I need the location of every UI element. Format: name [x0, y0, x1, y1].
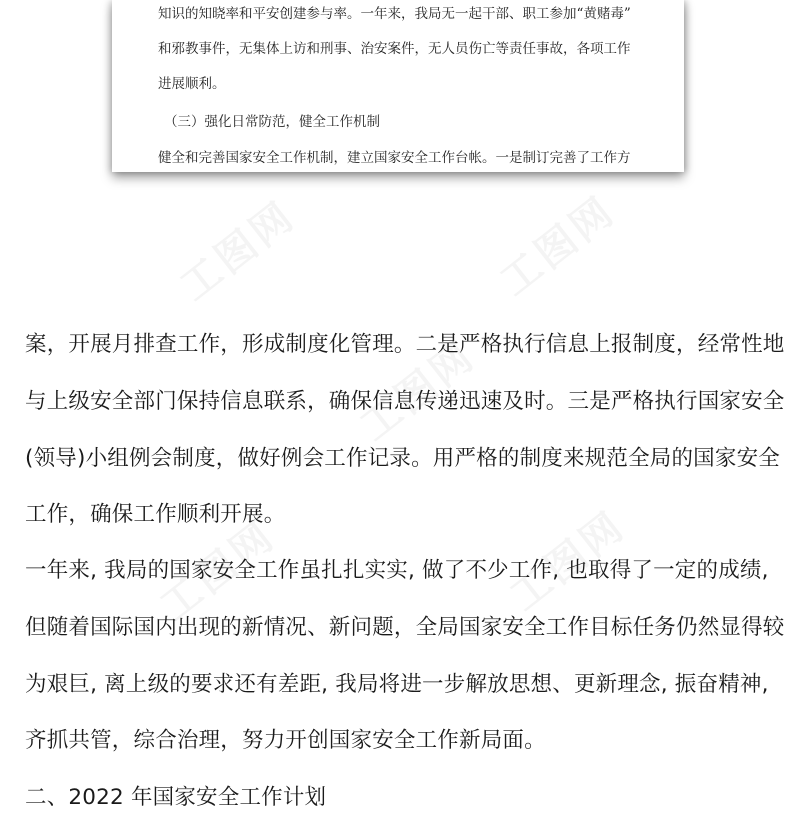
body-text-line: 但随着国际国内出现的新情况、新问题，全局国家安全工作目标任务仍然显得较: [25, 615, 785, 640]
body-text-line: 一年来, 我局的国家安全工作虽扎扎实实, 做了不少工作, 也取得了一定的成绩,: [25, 558, 769, 583]
body-text-line: 与上级安全部门保持信息联系，确保信息传递迅速及时。三是严格执行国家安全: [25, 389, 785, 414]
section-heading: 二、2022 年国家安全工作计划: [25, 785, 327, 810]
card-text-line: 健全和完善国家安全工作机制，建立国家安全工作台帐。一是制订完善了工作方: [158, 150, 631, 166]
card-text-line: 和邪教事件，无集体上访和刑事、治安案件，无人员伤亡等责任事故，各项工作: [158, 41, 631, 57]
watermark: 工图网: [351, 332, 485, 451]
card-text-line: 进展顺利。: [158, 76, 226, 92]
watermark: 工图网: [491, 187, 625, 306]
body-text-line: (领导)小组例会制度，做好例会工作记录。用严格的制度来规范全局的国家安全: [25, 446, 780, 471]
watermark: 工图网: [151, 512, 285, 631]
watermark: 工图网: [171, 192, 305, 311]
body-text-line: 工作，确保工作顺利开展。: [25, 502, 286, 527]
body-text-line: 为艰巨, 离上级的要求还有差距, 我局将进一步解放思想、更新理念, 振奋精神,: [25, 672, 769, 697]
card-text-line: 知识的知晓率和平安创建参与率。一年来，我局无一起干部、职工参加“黄赌毒”: [158, 6, 631, 22]
card-section-heading: （三）强化日常防范，健全工作机制: [164, 114, 380, 130]
body-text-line: 齐抓共管，综合治理，努力开创国家安全工作新局面。: [25, 728, 546, 753]
document-preview-card: [112, 0, 684, 172]
watermark: 工图网: [501, 502, 635, 621]
body-text-line: 案，开展月排查工作，形成制度化管理。二是严格执行信息上报制度，经常性地: [25, 332, 785, 357]
